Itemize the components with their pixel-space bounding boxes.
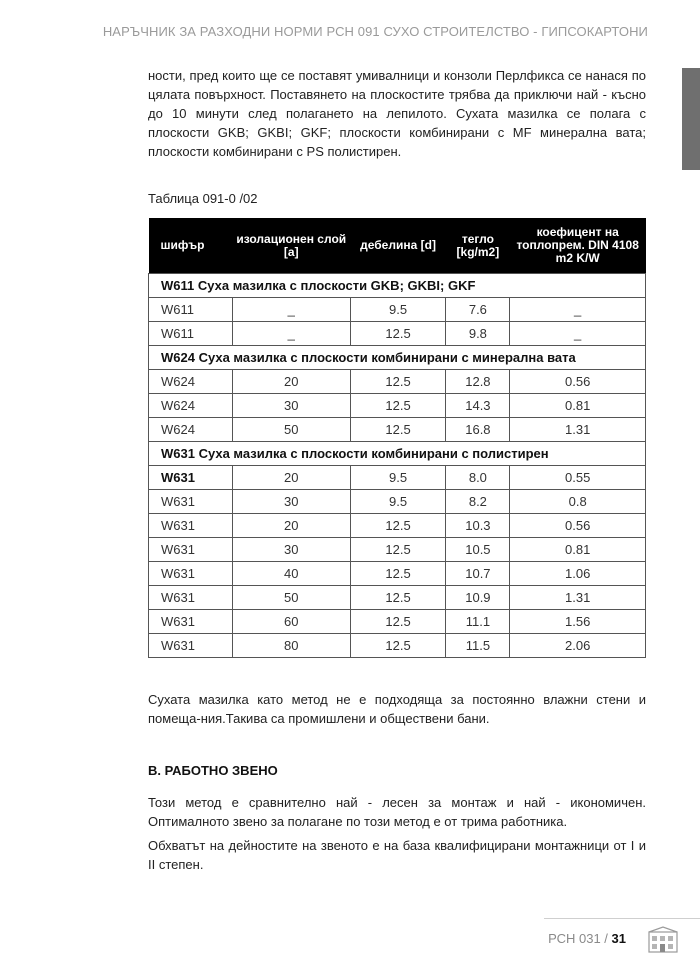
section-paragraph-1: Този метод е сравнително най - лесен за монтаж и най - икономичен. Оптималното звено за полагане по този метод е от трима работника. [148,795,646,829]
table-row [149,586,646,610]
header-weight: тегло [kg/m2] [446,218,510,274]
cell-code: W631 [149,586,233,610]
cell-weight: 9.8 [446,322,510,346]
footer-page-label [548,931,626,946]
section-heading: B. РАБОТНО ЗВЕНО [148,763,278,778]
page-header-title: НАРЪЧНИК ЗА РАЗХОДНИ НОРМИ РСН 091 СУХО СТРОИТЕЛСТВО - ГИПСОКАРТОНИ [102,24,648,39]
cell-weight: 11.1 [446,610,510,634]
table-caption: Таблица 091-0 /02 [148,191,258,206]
cell-coefficient: 1.31 [510,586,646,610]
cell-coefficient: 0.55 [510,466,646,490]
header-coefficient: коефицент на топлопрем. DIN 4108 m2 K/W [510,218,646,274]
cell-weight: 10.5 [446,538,510,562]
table-row [149,298,646,322]
group-title-w624: W624 Суха мазилка с плоскости комбинирани с минерална вата [149,346,646,370]
building-logo-icon [648,926,678,954]
cell-insulation: 60 [232,610,350,634]
cell-coefficient: _ [510,298,646,322]
cell-weight: 8.2 [446,490,510,514]
table-row [149,514,646,538]
cell-weight: 16.8 [446,418,510,442]
cell-code: W631 [149,562,233,586]
cell-coefficient: 1.56 [510,610,646,634]
cell-code: W631 [149,610,233,634]
cell-insulation: _ [232,322,350,346]
cell-thickness: 12.5 [350,370,446,394]
cell-coefficient: 0.56 [510,370,646,394]
cell-thickness: 12.5 [350,610,446,634]
group-title-w631: W631 Суха мазилка с плоскости комбинирани с полистирен [149,442,646,466]
cell-insulation: 50 [232,586,350,610]
table-row [149,370,646,394]
cell-thickness: 12.5 [350,418,446,442]
cell-thickness: 12.5 [350,514,446,538]
table-row [149,634,646,658]
cell-thickness: 9.5 [350,466,446,490]
cell-weight: 10.7 [446,562,510,586]
cell-insulation: 20 [232,514,350,538]
table-header-row [149,218,646,274]
norms-table [148,218,646,658]
cell-thickness: 9.5 [350,298,446,322]
cell-code: W624 [149,418,233,442]
after-table-paragraph: Сухата мазилка като метод не е подходяща за постоянно влажни стени и помеща-ния.Такива са промишлени и обществени бани. [148,692,646,726]
cell-thickness: 12.5 [350,538,446,562]
table-row [149,394,646,418]
cell-insulation: 40 [232,562,350,586]
cell-code: W631 [149,538,233,562]
cell-thickness: 12.5 [350,394,446,418]
cell-code: W631 [149,490,233,514]
table-row [149,466,646,490]
cell-code: W631 [149,514,233,538]
cell-code: W611 [149,322,233,346]
cell-weight: 10.3 [446,514,510,538]
cell-thickness: 12.5 [350,322,446,346]
cell-weight: 11.5 [446,634,510,658]
cell-insulation: 20 [232,370,350,394]
cell-thickness: 12.5 [350,562,446,586]
cell-weight: 8.0 [446,466,510,490]
cell-weight: 12.8 [446,370,510,394]
cell-insulation: 30 [232,538,350,562]
group-row [149,274,646,298]
cell-weight: 7.6 [446,298,510,322]
header-code: шифър [149,218,233,274]
cell-coefficient: 0.81 [510,394,646,418]
cell-insulation: 50 [232,418,350,442]
table-row [149,562,646,586]
cell-insulation: 30 [232,490,350,514]
cell-code: W611 [149,298,233,322]
cell-thickness: 9.5 [350,490,446,514]
footer-doc-code: РСН 031 / [548,931,608,946]
table-row [149,490,646,514]
cell-code: W631 [149,634,233,658]
cell-coefficient: 2.06 [510,634,646,658]
side-tab-marker [682,68,700,170]
cell-thickness: 12.5 [350,586,446,610]
cell-coefficient: 0.81 [510,538,646,562]
footer-divider [544,918,700,919]
cell-insulation: 20 [232,466,350,490]
cell-code: W631 [149,466,233,490]
table-row [149,322,646,346]
cell-thickness: 12.5 [350,634,446,658]
group-title-w611: W611 Суха мазилка с плоскости GKB; GKBI; GKF [149,274,646,298]
cell-insulation: _ [232,298,350,322]
section-paragraph-2: Обхватът на дейностите на звеното е на база квалифицирани монтажници от I и II степен. [148,838,646,872]
cell-coefficient: 0.56 [510,514,646,538]
cell-code: W624 [149,370,233,394]
cell-coefficient: 0.8 [510,490,646,514]
table-row [149,418,646,442]
cell-weight: 10.9 [446,586,510,610]
cell-code: W624 [149,394,233,418]
cell-coefficient: 1.31 [510,418,646,442]
footer-page-number: 31 [611,931,626,946]
cell-coefficient: _ [510,322,646,346]
cell-insulation: 80 [232,634,350,658]
table-row [149,538,646,562]
header-insulation: изолационен слой [a] [232,218,350,274]
table-row [149,610,646,634]
group-row [149,442,646,466]
intro-paragraph: ности, пред които ще се поставят умивалници и конзоли Перлфикса се нанася по цялата повърхност. Поставянето на плоскостите трябва да приключи най - късно до 10 минути след полагането на лепилото. Сухата мазилка се полага с плоскости GKB; GKBI; GKF; плоскости комбинирани с MF минерална вата; плоскости комбинирани с PS полистирен. [148,68,646,159]
cell-weight: 14.3 [446,394,510,418]
cell-insulation: 30 [232,394,350,418]
header-thickness: дебелина [d] [350,218,446,274]
cell-coefficient: 1.06 [510,562,646,586]
group-row [149,346,646,370]
